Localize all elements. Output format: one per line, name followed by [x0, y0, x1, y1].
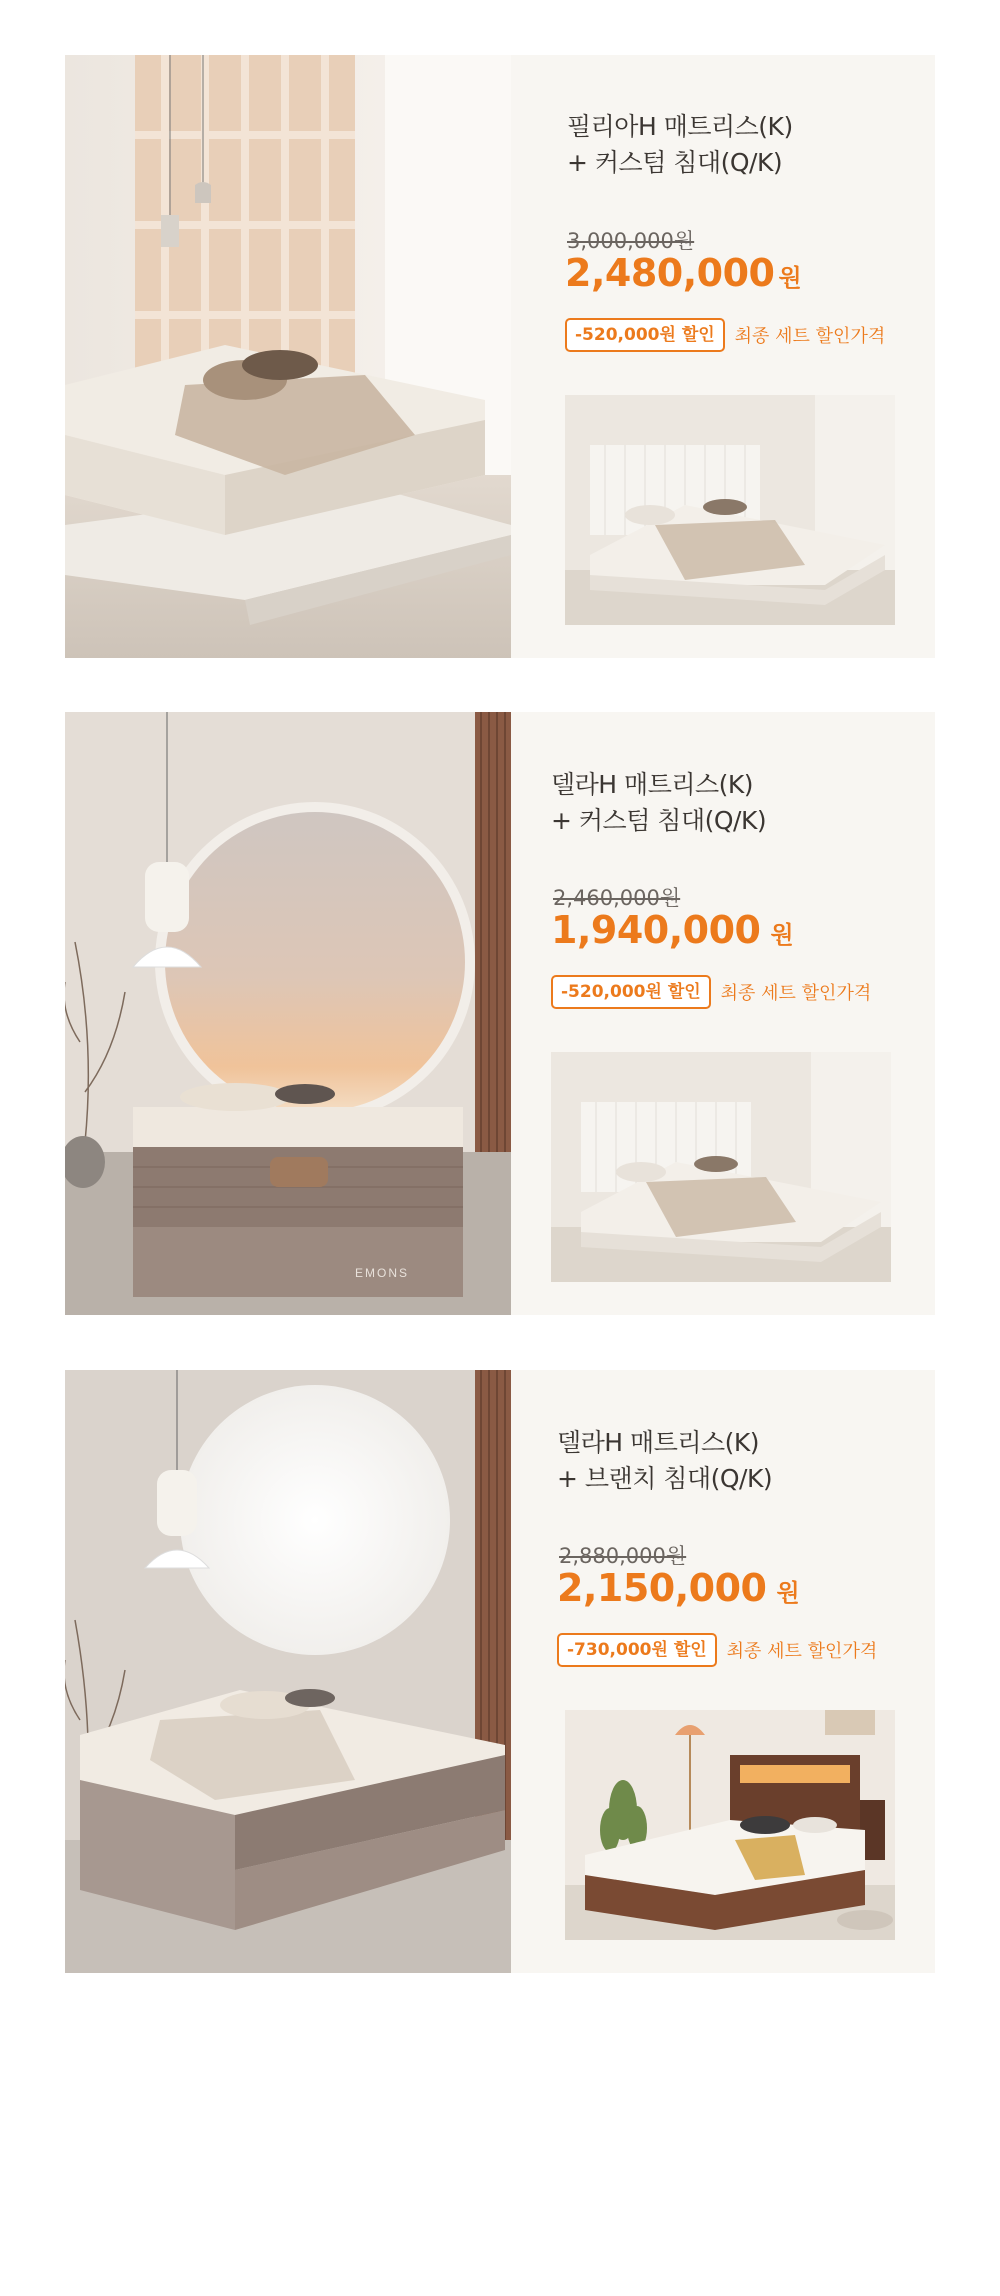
discount-note-1: 최종 세트 할인가격 [734, 326, 886, 347]
product-card-2[interactable] [65, 712, 935, 1315]
product-info-1 [511, 55, 935, 658]
discount-badge-3: -730,000원 할인 [557, 1633, 717, 1667]
product-thumbnail-2[interactable] [551, 1052, 891, 1282]
product-title-3 [557, 1425, 772, 1497]
product-hero-image-2[interactable] [65, 712, 511, 1315]
discount-row-3 [557, 1633, 877, 1667]
product-thumbnail-1[interactable] [565, 395, 895, 625]
product-info-3 [511, 1370, 935, 1973]
original-price-1: 3,000,000원 [567, 229, 695, 253]
sale-price-amount: 1,940,000 [551, 908, 761, 952]
brand-label: EMONS [355, 1266, 410, 1280]
discount-badge-2: -520,000원 할인 [551, 975, 711, 1009]
discount-note-2: 최종 세트 할인가격 [720, 983, 872, 1004]
product-hero-image-1[interactable] [65, 55, 511, 658]
product-title-line2: + 커스텀 침대(Q/K) [551, 806, 767, 835]
sale-price-amount: 2,480,000 [565, 251, 775, 295]
original-price-2: 2,460,000원 [553, 886, 681, 910]
product-card-3[interactable] [65, 1370, 935, 1973]
product-title-2 [551, 767, 766, 839]
sale-price-unit: 원 [778, 264, 802, 292]
discount-badge-1: -520,000원 할인 [565, 318, 725, 352]
product-title-line2: + 브랜치 침대(Q/K) [557, 1464, 773, 1493]
product-title-line1: 델라H 매트리스(K) [551, 770, 754, 799]
original-price-3: 2,880,000원 [559, 1544, 687, 1568]
sale-price-2 [551, 908, 794, 952]
sale-price-unit: 원 [776, 1579, 800, 1607]
product-title-line1: 델라H 매트리스(K) [557, 1428, 760, 1457]
product-title-1 [567, 109, 793, 181]
product-thumbnail-3[interactable] [565, 1710, 895, 1940]
sale-price-3 [557, 1566, 800, 1610]
sale-price-1 [565, 251, 802, 295]
discount-row-2 [551, 975, 871, 1009]
product-title-line1: 필리아H 매트리스(K) [567, 112, 793, 141]
discount-row-1 [565, 318, 885, 352]
sale-price-amount: 2,150,000 [557, 1566, 767, 1610]
product-card-1[interactable] [65, 55, 935, 658]
discount-note-3: 최종 세트 할인가격 [726, 1641, 878, 1662]
sale-price-unit: 원 [770, 921, 794, 949]
product-info-2 [511, 712, 935, 1315]
product-title-line2: + 커스텀 침대(Q/K) [567, 148, 783, 177]
product-hero-image-3[interactable] [65, 1370, 511, 1973]
